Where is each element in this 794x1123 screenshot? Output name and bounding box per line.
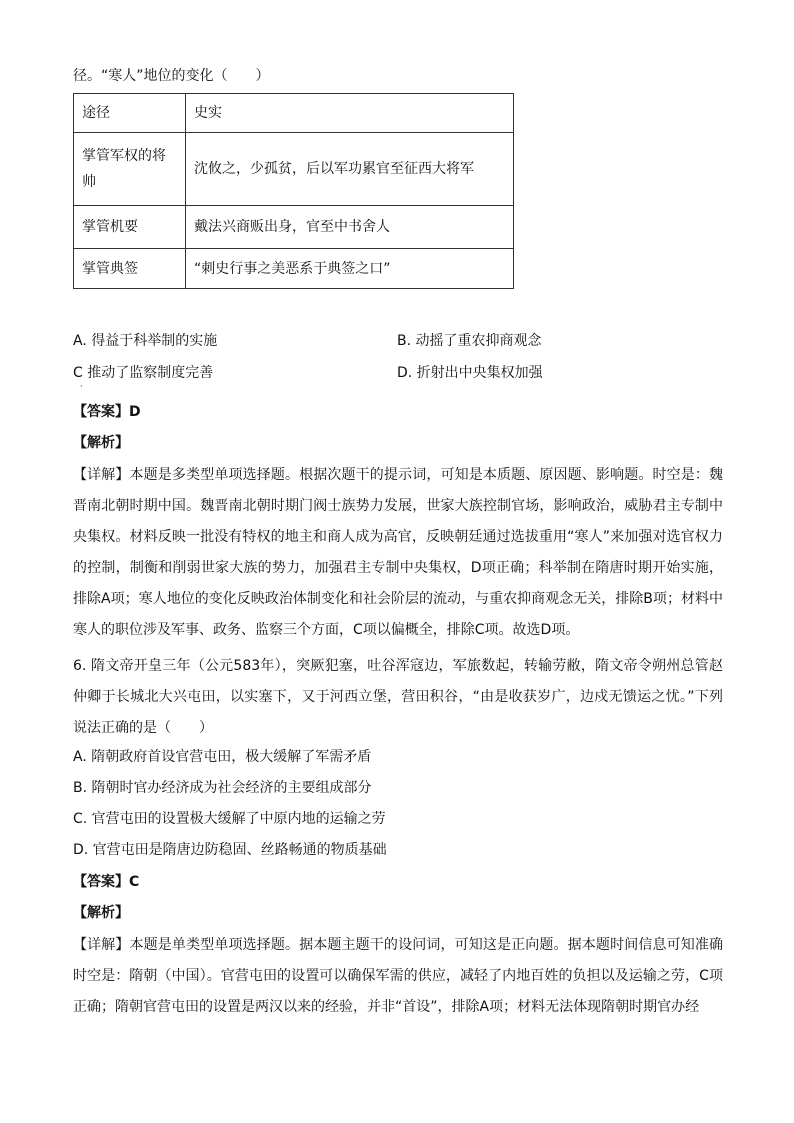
q5-option-a: A. 得益于科举制的实施 [73, 333, 218, 349]
table-cell: 掌管典签 [74, 249, 186, 289]
table-row [74, 133, 514, 206]
q6-detail: 【详解】本题是单类型单项选择题。据本题主题干的设问词，可知这是正向题。据本题时间信息可知准确时空是：隋朝（中国）。官营屯田的设置可以确保军需的供应，减轻了内地百姓的负担以及运输之劳，C项正确；隋朝官营屯田的设置是两汉以来的经验，并非“首设”，排除A项；材料无法体现隋朝时期官办经 [73, 937, 723, 1015]
q5-option-d: D. 折射出中央集权加强 [397, 365, 543, 381]
q6-option-a: A. 隋朝政府首设官营屯田，极大缓解了军需矛盾 [73, 749, 372, 765]
table-cell: 掌管军权的将帅 [74, 133, 186, 206]
table-header-row [74, 94, 514, 133]
q6-option-c: C. 官营屯田的设置极大缓解了中原内地的运输之劳 [73, 811, 386, 827]
table-cell: 掌管机要 [74, 206, 186, 249]
stray-dot: · [80, 382, 83, 391]
source-table [73, 93, 514, 289]
table-row [74, 206, 514, 249]
q6-option-d: D. 官营屯田是隋唐边防稳固、丝路畅通的物质基础 [73, 842, 387, 858]
table-cell: “刺史行事之美恶系于典签之口” [186, 249, 514, 289]
q6-analysis-label: 【解析】 [73, 905, 129, 921]
q5-option-b: B. 动摇了重农抑商观念 [397, 333, 542, 349]
table-header-cell: 途径 [74, 94, 186, 133]
q6-answer: 【答案】C [73, 874, 140, 890]
q5-detail: 【详解】本题是多类型单项选择题。根据次题干的提示词，可知是本质题、原因题、影响题。时空是：魏晋南北朝时期中国。魏晋南北朝时期门阀士族势力发展，世家大族控制官场，影响政治，威胁君主专制中央集权。材料反映一批没有特权的地主和商人成为高官，反映朝廷通过选拔重用“寒人”来加强对选官权力的控制，制衡和削弱世家大族的势力，加强君主专制中央集权，D项正确；科举制在隋唐时期开始实施，排除A项；寒人地位的变化反映政治体制变化和社会阶层的流动，与重农抑商观念无关，排除B项；材料中寒人的职位涉及军事、政务、监察三个方面，C项以偏概全，排除C项。故选D项。 [73, 467, 723, 638]
q5-answer: 【答案】D [73, 404, 141, 420]
q5-analysis-label: 【解析】 [73, 435, 129, 451]
table-cell: 戴法兴商贩出身，官至中书舍人 [186, 206, 514, 249]
table-cell: 沈攸之，少孤贫，后以军功累官至征西大将军 [186, 133, 514, 206]
table-row [74, 249, 514, 289]
q6-option-b: B. 隋朝时官办经济成为社会经济的主要组成部分 [73, 780, 372, 796]
question-intro: 径。“寒人”地位的变化（ ） [73, 68, 270, 84]
table-header-cell: 史实 [186, 94, 514, 133]
q6-stem: 6. 隋文帝开皇三年（公元583年），突厥犯塞，吐谷浑寇边，军旅数起，转输劳敝，隋文帝令朔州总管赵仲卿于长城北大兴屯田，以实塞下，又于河西立堡，营田积谷，“由是收获岁广，边戍无馈运之忧。”下列说法正确的是（ ） [73, 658, 723, 736]
q5-option-c: C 推动了监察制度完善 [73, 365, 214, 381]
